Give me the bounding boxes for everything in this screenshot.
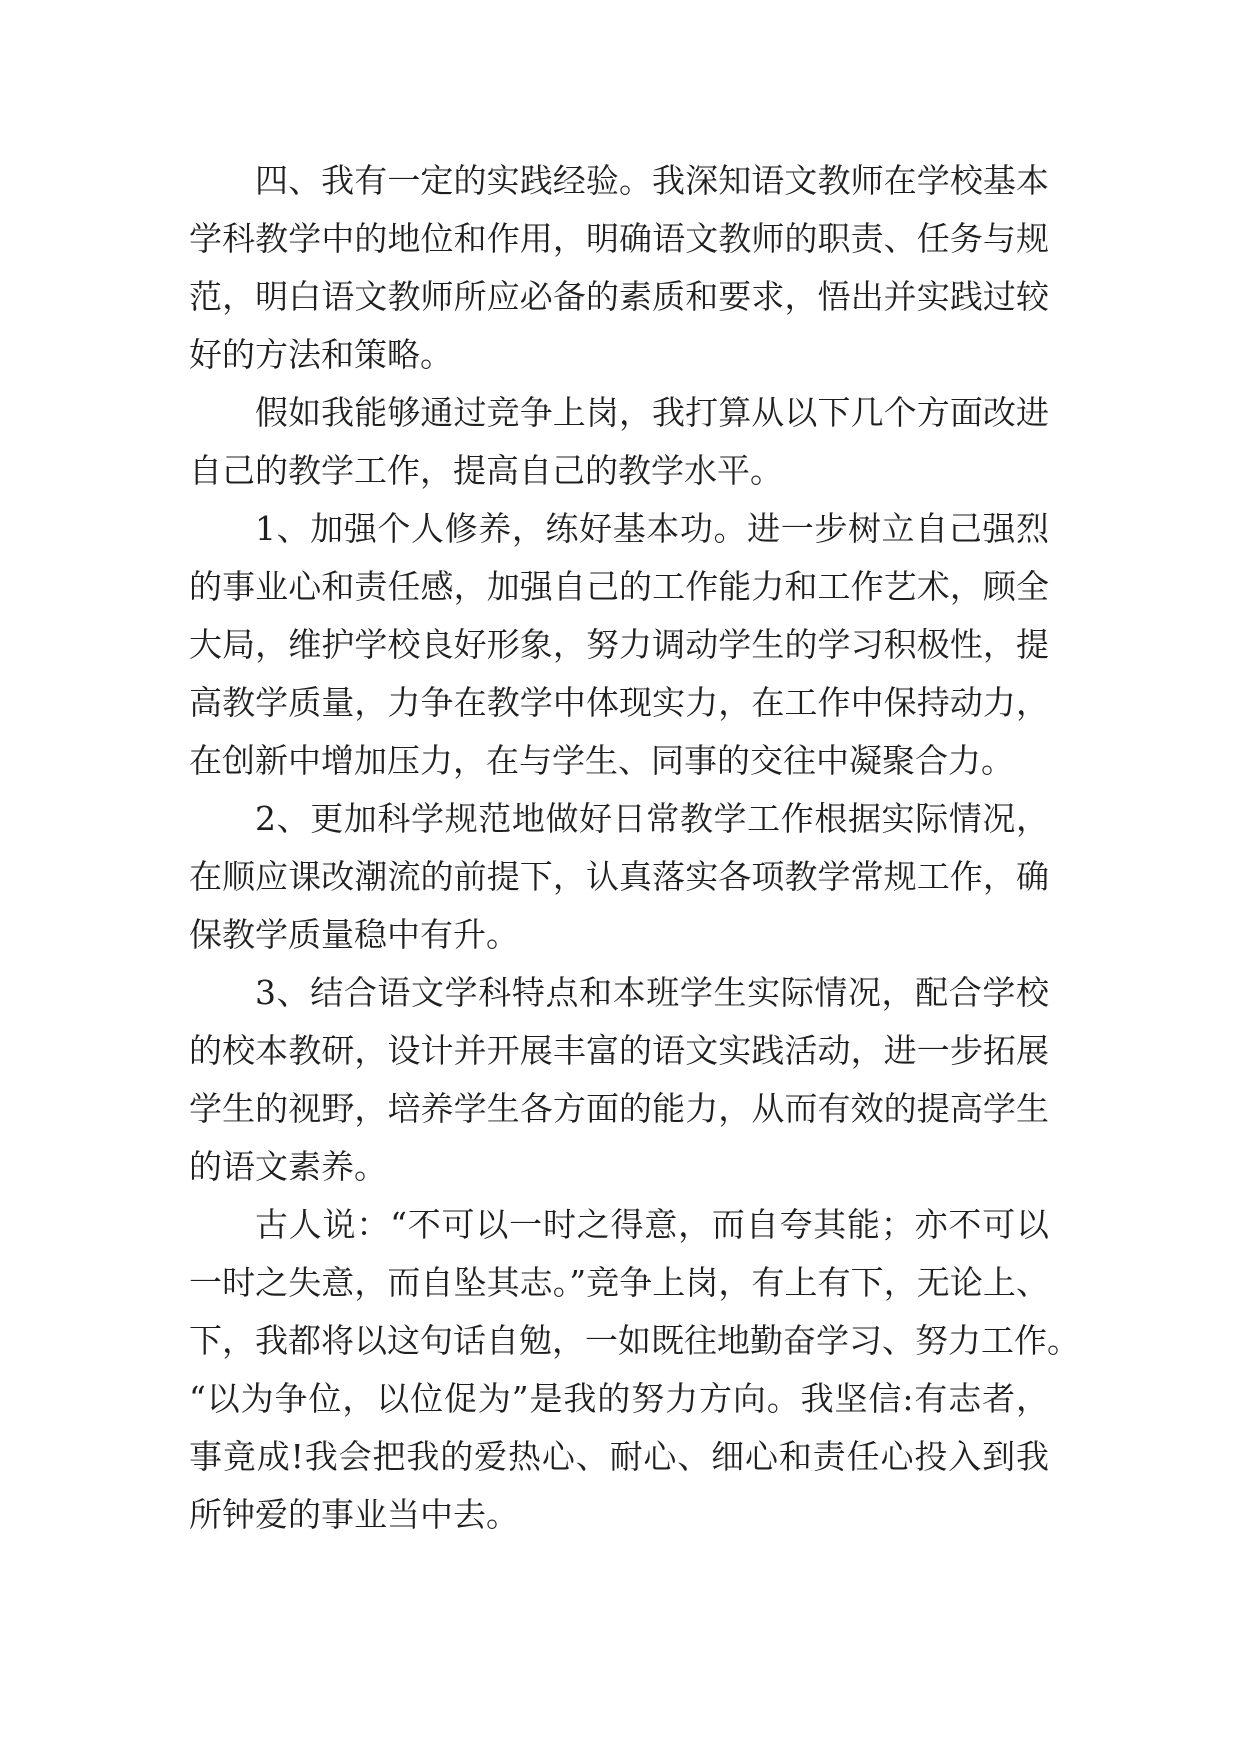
- text-line: 保教学质量稳中有升。: [189, 915, 519, 954]
- text-line: “以为争位，以位促为”是我的努力方向。我坚信:有志者，: [189, 1379, 1049, 1418]
- text-line: 学科教学中的地位和作用，明确语文教师的职责、任务与规: [189, 219, 1049, 258]
- text-line: 自己的教学工作，提高自己的教学水平。: [189, 451, 783, 490]
- text-line: 事竟成!我会把我的爱热心、耐心、细心和责任心投入到我: [189, 1437, 1049, 1476]
- text-line: 的语文素养。: [189, 1147, 387, 1186]
- paragraph-item-2: [189, 790, 1049, 964]
- paragraph-item-3: [189, 964, 1049, 1196]
- text-line: 高教学质量，力争在教学中体现实力，在工作中保持动力，: [189, 683, 1049, 722]
- text-line: 所钟爱的事业当中去。: [189, 1495, 519, 1534]
- text-line: 的校本教研，设计并开展丰富的语文实践活动，进一步拓展: [189, 1031, 1049, 1070]
- document-body: [189, 152, 1080, 1544]
- paragraph-improvement-plan: [189, 384, 1049, 500]
- text-line: 大局，维护学校良好形象，努力调动学生的学习积极性，提: [189, 625, 1049, 664]
- text-line: 下，我都将以这句话自勉，一如既往地勤奋学习、努力工作。: [189, 1321, 1080, 1360]
- text-line: 在顺应课改潮流的前提下，认真落实各项教学常规工作，确: [189, 857, 1049, 896]
- text-line: 1、加强个人修养，练好基本功。进一步树立自己强烈: [255, 509, 1049, 548]
- text-line: 好的方法和策略。: [189, 335, 453, 374]
- text-line: 学生的视野，培养学生各方面的能力，从而有效的提高学生: [189, 1089, 1049, 1128]
- paragraph-closing-quote: [189, 1196, 1080, 1544]
- text-line: 2、更加科学规范地做好日常教学工作根据实际情况，: [255, 799, 1049, 838]
- text-line: 的事业心和责任感，加强自己的工作能力和工作艺术，顾全: [189, 567, 1049, 606]
- paragraph-item-1: [189, 500, 1049, 790]
- text-line: 古人说：“不可以一时之得意，而自夸其能；亦不可以: [255, 1205, 1049, 1244]
- text-line: 假如我能够通过竞争上岗，我打算从以下几个方面改进: [255, 393, 1049, 432]
- text-line: 在创新中增加压力，在与学生、同事的交往中凝聚合力。: [189, 741, 1014, 780]
- text-line: 一时之失意，而自坠其志。”竞争上岗，有上有下，无论上、: [189, 1263, 1049, 1302]
- text-line: 3、结合语文学科特点和本班学生实际情况，配合学校: [255, 973, 1049, 1012]
- text-line: 四、我有一定的实践经验。我深知语文教师在学校基本: [255, 161, 1049, 200]
- paragraph-practical-experience: [189, 152, 1049, 384]
- text-line: 范，明白语文教师所应必备的素质和要求，悟出并实践过较: [189, 277, 1049, 316]
